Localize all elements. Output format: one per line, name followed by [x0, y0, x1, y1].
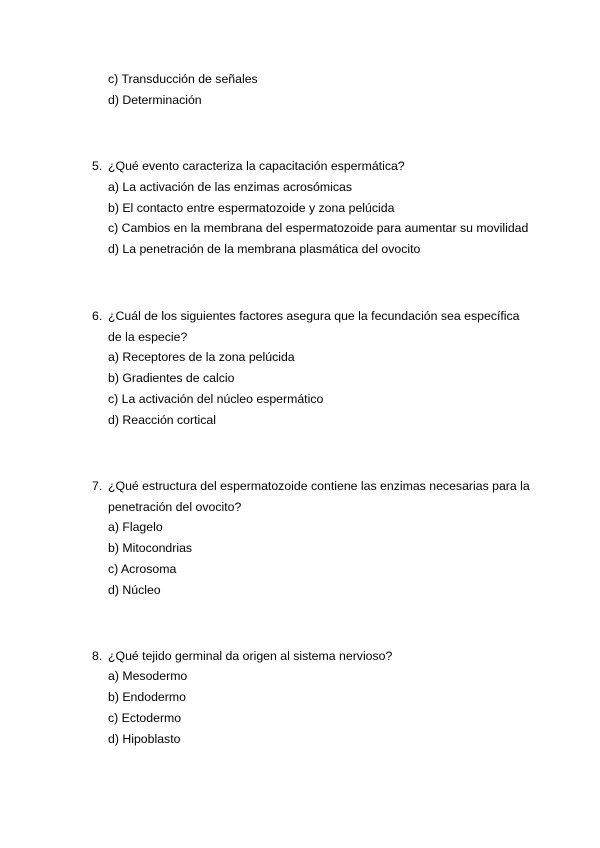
option-a: a) La activación de las enzimas acrosómicas [108, 180, 352, 194]
question-text-continued: penetración del ovocito? [108, 500, 242, 514]
question-text: ¿Qué evento caracteriza la capacitación espermática? [108, 159, 405, 173]
option-c: c) Cambios en la membrana del espermatozoide para aumentar su movilidad [108, 221, 529, 235]
option-a: a) Mesodermo [108, 669, 188, 683]
option-b: b) Mitocondrias [108, 541, 193, 555]
option-d-prev: d) Determinación [108, 93, 202, 107]
option-b: b) Endodermo [108, 690, 186, 704]
question-number: 7. [92, 479, 103, 493]
option-a: a) Flagelo [108, 520, 163, 534]
option-c-prev: c) Transducción de señales [108, 72, 258, 86]
question-number: 6. [92, 309, 103, 323]
option-c: c) Ectodermo [108, 711, 182, 725]
option-b: b) Gradientes de calcio [108, 371, 235, 385]
option-d: d) La penetración de la membrana plasmática del ovocito [108, 242, 421, 256]
option-b: b) El contacto entre espermatozoide y zona pelúcida [108, 201, 395, 215]
question-number: 8. [92, 649, 103, 663]
option-c: c) Acrosoma [108, 562, 177, 576]
question-text-continued: de la especie? [108, 330, 188, 344]
option-a: a) Receptores de la zona pelúcida [108, 350, 295, 364]
question-text: ¿Cuál de los siguientes factores asegura que la fecundación sea específica [108, 309, 520, 323]
question-text: ¿Qué tejido germinal da origen al sistema nervioso? [108, 649, 393, 663]
option-d: d) Reacción cortical [108, 413, 216, 427]
option-d: d) Hipoblasto [108, 732, 181, 746]
question-text: ¿Qué estructura del espermatozoide contiene las enzimas necesarias para la [108, 479, 530, 493]
question-number: 5. [92, 159, 103, 173]
option-d: d) Núcleo [108, 583, 161, 597]
option-c: c) La activación del núcleo espermático [108, 392, 324, 406]
